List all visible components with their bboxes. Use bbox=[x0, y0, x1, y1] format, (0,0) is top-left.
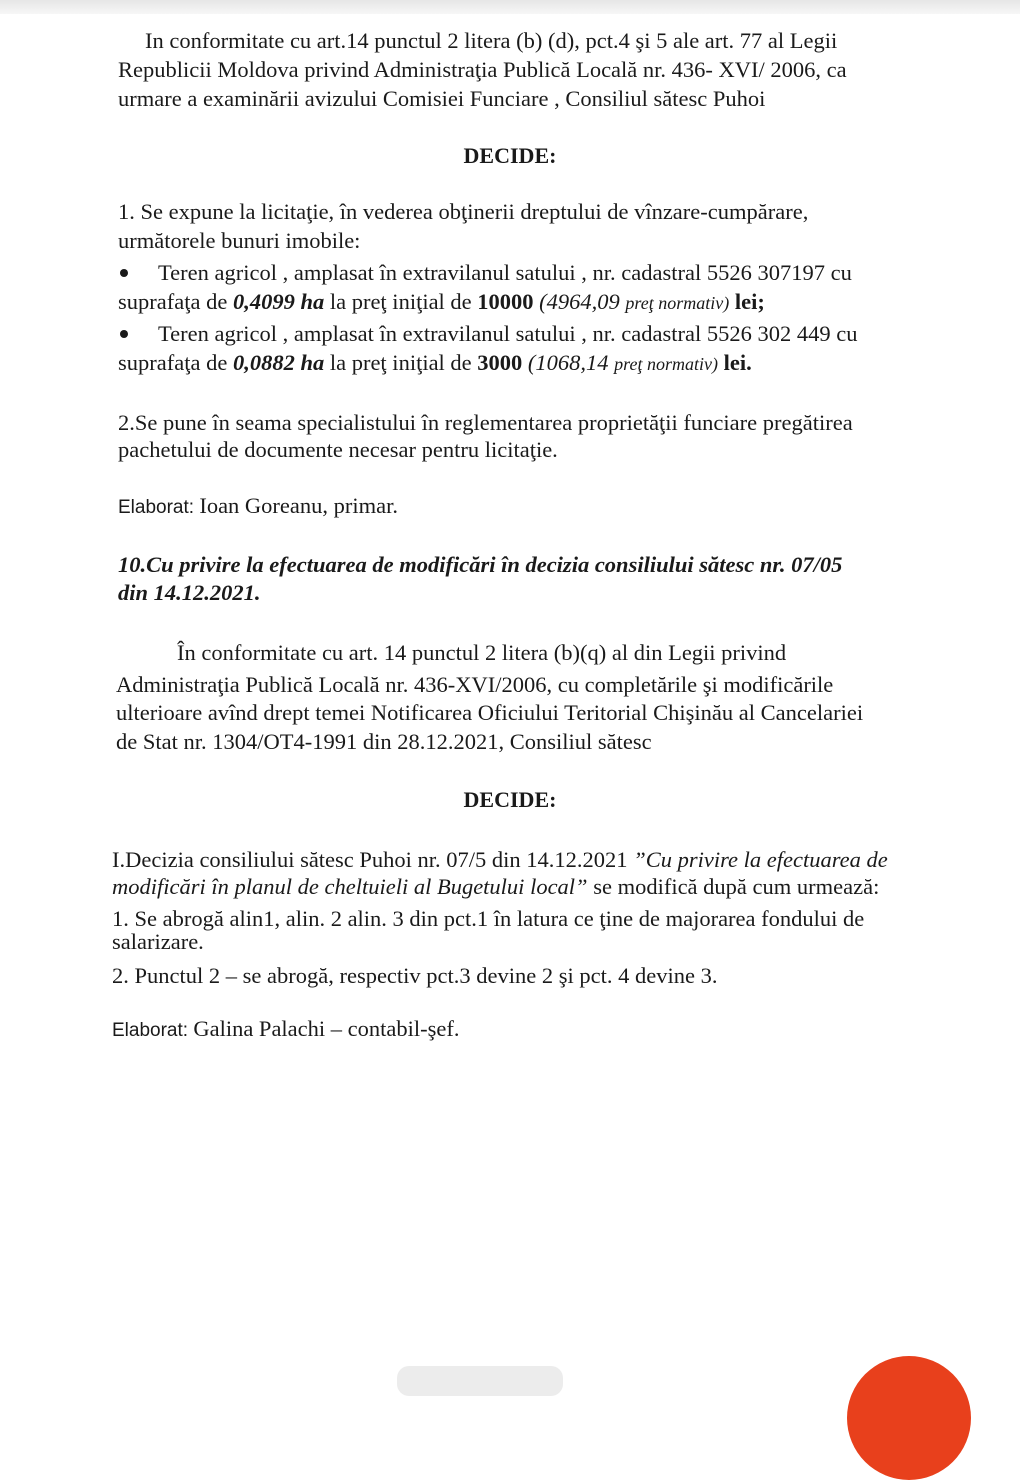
intro-line-3: urmare a examinării avizului Comisiei Funciare , Consiliul sătesc Puhoi bbox=[118, 86, 766, 111]
intro-line-1: In conformitate cu art.14 punctul 2 litera (b) (d), pct.4 şi 5 ale art. 77 al Legii bbox=[145, 28, 838, 53]
elaborat-2: Elaborat: Galina Palachi – contabil-şef. bbox=[112, 1016, 460, 1041]
sub1-line-2: salarizare. bbox=[112, 929, 204, 954]
bullet1-line-2: suprafaţa de 0,4099 ha la preţ iniţial de 10000 (4964,09 preţ normativ) lei; bbox=[118, 289, 765, 314]
elaborat-1: Elaborat: Ioan Goreanu, primar. bbox=[118, 493, 399, 518]
bullet1-line-1: Teren agricol , amplasat în extravilanul satului , nr. cadastral 5526 307197 cu bbox=[120, 258, 852, 287]
area-value: 0,4099 ha bbox=[232, 289, 325, 314]
decide-heading-2: DECIDE: bbox=[463, 787, 557, 812]
section2-intro-line-1: În conformitate cu art. 14 punctul 2 litera (b)(q) al din Legii privind bbox=[177, 640, 787, 665]
section2-title-line-1: 10.Cu privire la efectuarea de modificări în decizia consiliului sătesc nr. 07/05 bbox=[118, 552, 843, 577]
decide-heading-1: DECIDE: bbox=[463, 143, 557, 168]
bullet-icon bbox=[120, 330, 128, 338]
item1-line-2: următorele bunuri imobile: bbox=[118, 228, 361, 253]
bullet-icon bbox=[120, 269, 128, 277]
area-value: 0,0882 ha bbox=[232, 350, 325, 375]
section2-title-line-2: din 14.12.2021. bbox=[118, 580, 261, 605]
sub1-line-1: 1. Se abrogă alin1, alin. 2 alin. 3 din pct.1 în latura ce ţine de majorarea fondului de bbox=[112, 906, 865, 931]
home-indicator[interactable] bbox=[397, 1366, 563, 1396]
item2-line-2: pachetului de documente necesar pentru licitaţie. bbox=[118, 437, 558, 462]
section2-intro-line-2: Administraţia Publică Locală nr. 436-XVI/2006, cu completările şi modificările bbox=[116, 672, 834, 697]
floating-action-button[interactable] bbox=[847, 1356, 971, 1480]
price-value: 10000 bbox=[477, 289, 534, 314]
bullet2-line-2: suprafaţa de 0,0882 ha la preţ iniţial de 3000 (1068,14 preţ normativ) lei. bbox=[118, 350, 752, 375]
intro-line-2: Republicii Moldova privind Administraţia Publică Locală nr. 436- XVI/ 2006, ca bbox=[118, 57, 847, 82]
bullet2-line-1: Teren agricol , amplasat în extravilanul satului , nr. cadastral 5526 302 449 cu bbox=[120, 319, 857, 348]
pointI-line-1: I.Decizia consiliului sătesc Puhoi nr. 07/5 din 14.12.2021 ”Cu privire la efectuarea de bbox=[112, 847, 888, 872]
price-value: 3000 bbox=[477, 350, 523, 375]
sub2-line: 2. Punctul 2 – se abrogă, respectiv pct.3 devine 2 şi pct. 4 devine 3. bbox=[112, 963, 718, 988]
section2-intro-line-3: ulterioare avînd drept temei Notificarea Oficiului Teritorial Chişinău al Cancelariei bbox=[116, 700, 864, 725]
pointI-line-2: modificări în planul de cheltuieli al Bugetului local” se modifică după cum urmează: bbox=[112, 874, 880, 899]
item2-line-1: 2.Se pune în seama specialistului în reglementarea proprietăţii funciare pregătirea bbox=[118, 410, 853, 435]
section2-intro-line-4: de Stat nr. 1304/OT4-1991 din 28.12.2021, Consiliul sătesc bbox=[116, 729, 652, 754]
item1-line-1: 1. Se expune la licitaţie, în vederea obţinerii dreptului de vînzare-cumpărare, bbox=[118, 199, 809, 224]
